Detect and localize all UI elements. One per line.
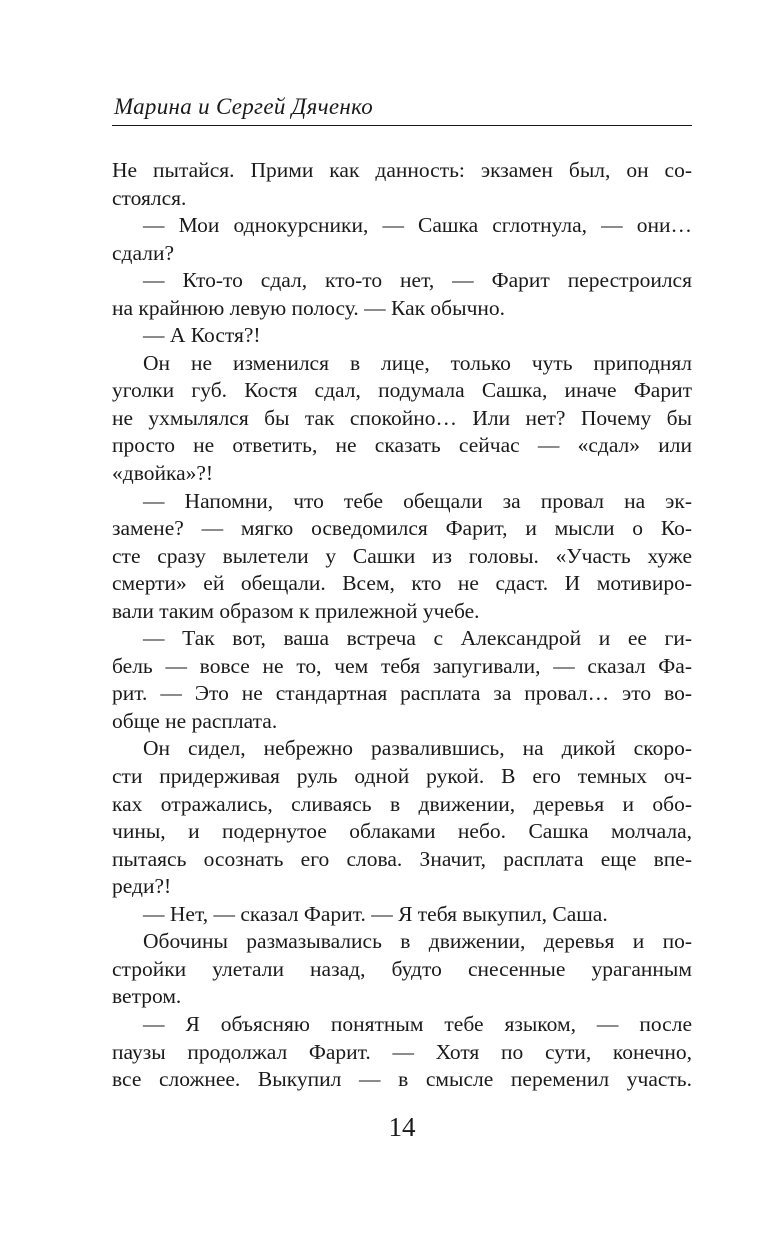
text-line: смерти» ей обещали. Всем, кто не сдаст. И мотивиро- — [112, 571, 692, 596]
text-line: Он сидел, небрежно развалившись, на дикой скоро- — [143, 736, 692, 761]
body-text — [112, 157, 692, 1094]
text-line: замене? — мягко осведомился Фарит, и мысли о Ко- — [112, 516, 692, 541]
header-rule — [112, 125, 692, 126]
text-line: не ухмылялся бы так спокойно… Или нет? Почему бы — [112, 405, 692, 430]
text-line: сте сразу вылетели у Сашки из головы. «Участь хуже — [112, 543, 692, 568]
text-line: пытаясь осознать его слова. Значит, расплата еще впе- — [112, 846, 692, 871]
text-line: бель — вовсе не то, чем тебя запугивали, — сказал Фа- — [112, 653, 692, 678]
text-line: уголки губ. Костя сдал, подумала Сашка, иначе Фарит — [112, 378, 692, 403]
text-line: — Так вот, ваша встреча с Александрой и ее ги- — [143, 626, 692, 651]
text-line: ветром. — [112, 984, 182, 1009]
text-line: рит. — Это не стандартная расплата за провал… это во- — [112, 681, 692, 706]
text-line: Он не изменился в лице, только чуть приподнял — [143, 350, 692, 375]
text-line: — Мои однокурсники, — Сашка сглотнула, — они… — [143, 213, 692, 238]
text-line: сти придерживая руль одной рукой. В его темных оч- — [112, 764, 692, 789]
text-line: на крайнюю левую полосу. — Как обычно. — [112, 295, 506, 320]
page-number: 14 — [388, 1112, 416, 1142]
text-line: — Я объясняю понятным тебе языком, — после — [143, 1011, 692, 1036]
text-line: — Напомни, что тебе обещали за провал на эк- — [143, 488, 692, 513]
text-line: — Кто-то сдал, кто-то нет, — Фарит перестроился — [143, 268, 692, 293]
text-line: вали таким образом к прилежной учебе. — [112, 598, 480, 623]
text-line: Не пытайся. Прими как данность: экзамен был, он со- — [112, 158, 692, 182]
text-line: — Нет, — сказал Фарит. — Я тебя выкупил, Саша. — [143, 901, 608, 926]
text-line: паузы продолжал Фарит. — Хотя по сути, конечно, — [112, 1039, 692, 1064]
text-line: просто не ответить, не сказать сейчас — «сдал» или — [112, 433, 692, 458]
text-line: обще не расплата. — [112, 708, 278, 733]
text-line: Обочины размазывались в движении, деревья и по- — [143, 929, 692, 954]
text-line: стройки улетали назад, будто снесенные ураганным — [112, 956, 692, 981]
text-line: сдали? — [112, 240, 174, 265]
text-line: все сложнее. Выкупил — в смысле переменил участь. — [112, 1067, 692, 1092]
running-head-title: Марина и Сергей Дяченко — [114, 94, 374, 119]
text-line: чины, и подернутое облаками небо. Сашка молчала, — [112, 819, 692, 844]
text-line: — А Костя?! — [143, 323, 261, 348]
text-line: стоялся. — [112, 185, 187, 210]
text-line: «двойка»?! — [112, 461, 214, 486]
text-line: ках отражались, сливаясь в движении, деревья и обо- — [112, 791, 692, 816]
text-line: реди?! — [112, 874, 172, 899]
